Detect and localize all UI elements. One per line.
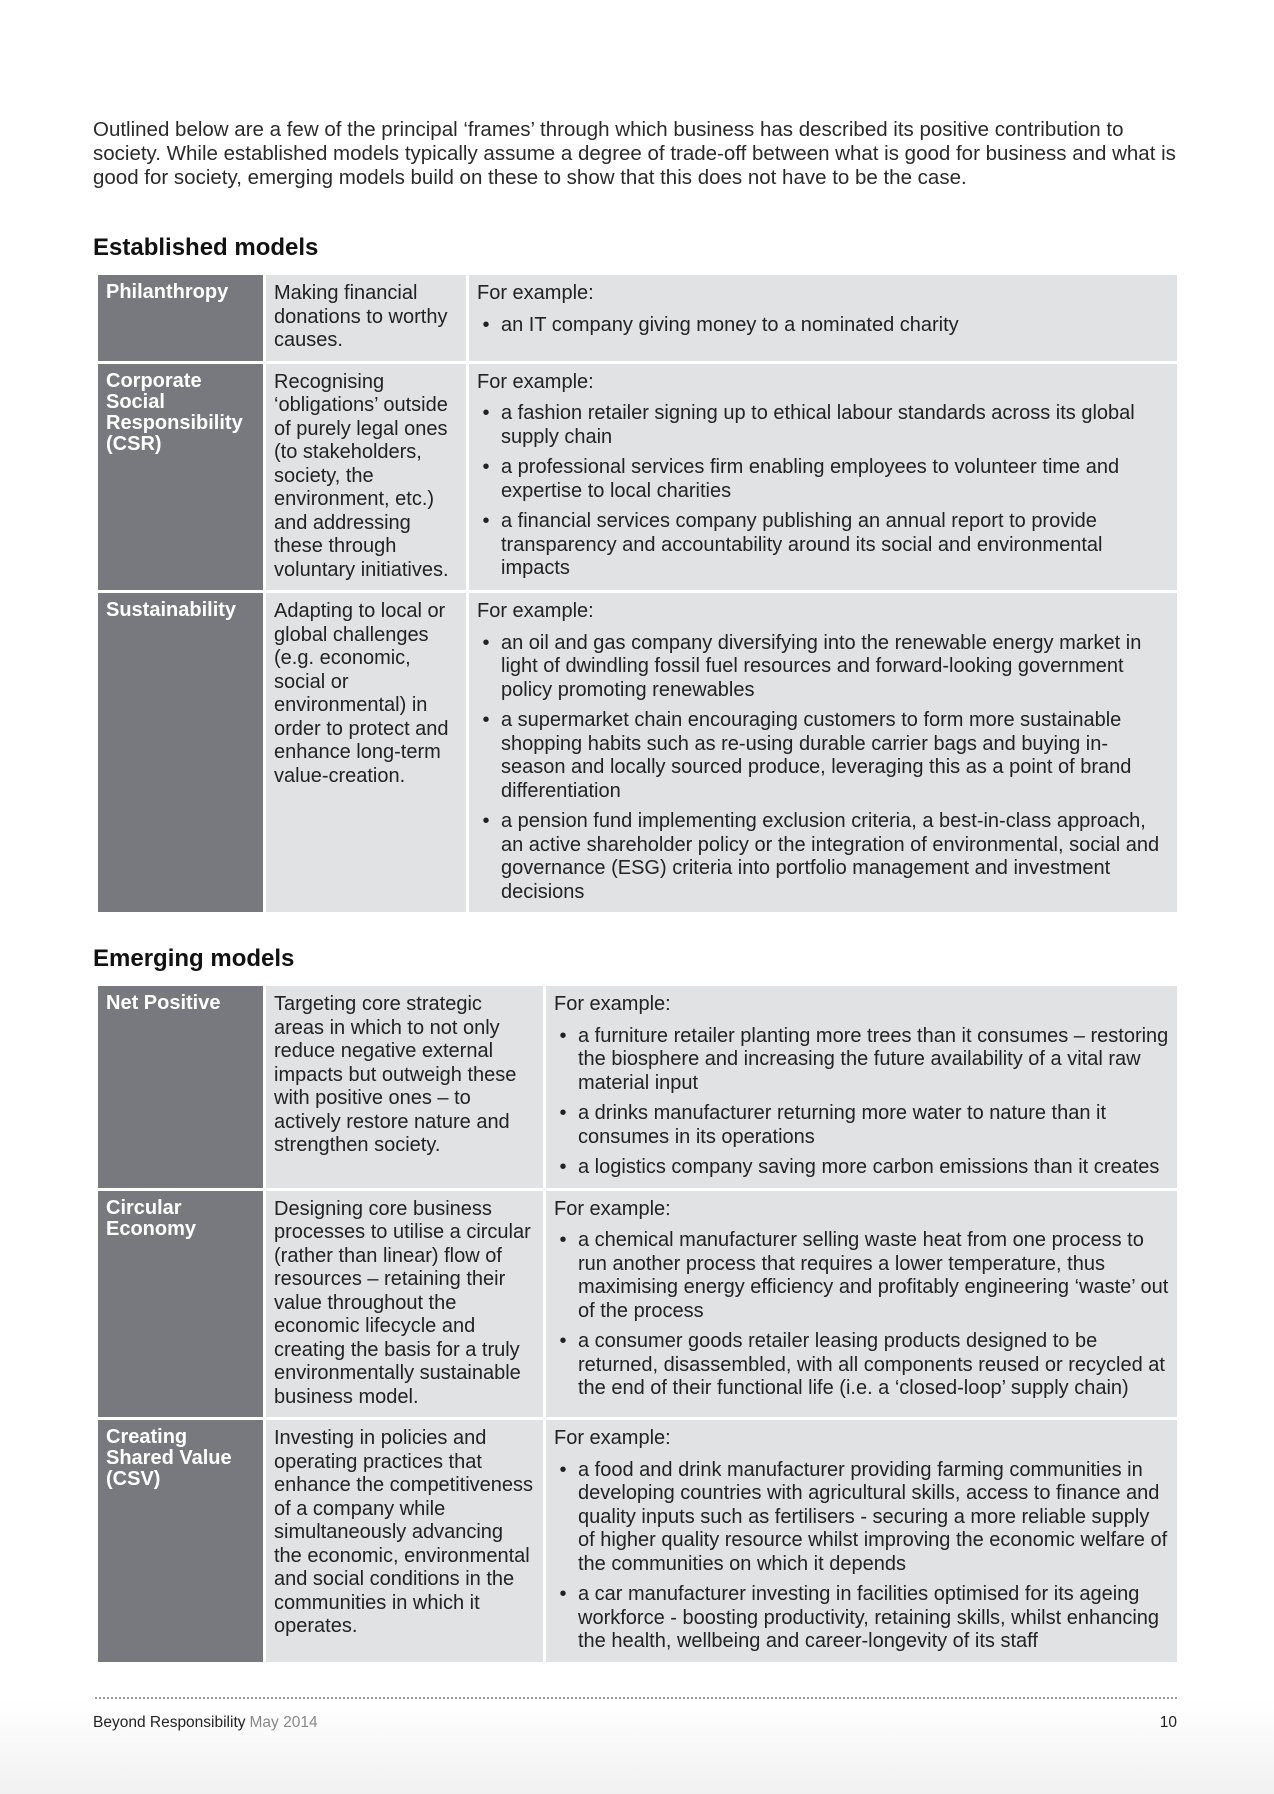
example-text: a pension fund implementing exclusion criteria, a best-in-class approach, an active shareholder policy or the integration of environmental, social and governance (ESG) criteria into portfolio management and investment decisions <box>501 810 1160 903</box>
example-item <box>477 709 1169 803</box>
emerging-model-row <box>97 1419 1179 1664</box>
bullet-icon: • <box>482 709 490 731</box>
model-description: Targeting core strategic areas in which to not only reduce negative external impacts but outweigh these with positive ones – to actively restore nature and strengthen society. <box>265 985 545 1190</box>
bullet-icon: • <box>482 402 490 424</box>
examples-label: For example: <box>554 993 671 1015</box>
model-name: Philanthropy <box>97 274 265 363</box>
established-model-row <box>97 274 1179 363</box>
example-text: an IT company giving money to a nominated charity <box>501 313 959 336</box>
examples-list <box>554 1459 1169 1654</box>
model-examples <box>468 362 1179 592</box>
example-item <box>554 1330 1169 1401</box>
examples-label: For example: <box>554 1427 671 1449</box>
examples-list <box>477 314 1169 338</box>
model-examples <box>468 592 1179 914</box>
footer-publication <box>93 1714 318 1732</box>
model-examples <box>545 1419 1179 1664</box>
established-model-row <box>97 592 1179 914</box>
footer-title: Beyond Responsibility <box>93 1714 246 1731</box>
model-description: Adapting to local or global challenges (e.g. economic, social or environmental) in order to protect and enhance long-term value-creation. <box>265 592 468 914</box>
example-text: a fashion retailer signing up to ethical labour standards across its global supply chain <box>501 402 1135 448</box>
established-models-table <box>95 272 1180 915</box>
examples-label: For example: <box>477 370 594 393</box>
examples-label: For example: <box>477 282 594 304</box>
established-model-row <box>97 362 1179 592</box>
bullet-icon: • <box>559 1229 567 1251</box>
example-text: a consumer goods retailer leasing products designed to be returned, disassembled, with all components reused or recycled at the end of their functional life (i.e. a ‘closed-loop’ supply chain) <box>578 1330 1165 1399</box>
bullet-icon: • <box>559 1156 567 1178</box>
bullet-icon: • <box>482 510 490 532</box>
page-number: 10 <box>1159 1714 1177 1731</box>
model-name: Circular Economy <box>97 1189 265 1419</box>
example-text: a chemical manufacturer selling waste heat from one process to run another process that requires a lower temperature, thus maximising energy efficiency and profitably engineering ‘waste’ out of the process <box>578 1229 1169 1322</box>
example-item <box>477 314 1169 338</box>
examples-list <box>477 632 1169 905</box>
bullet-icon: • <box>482 631 490 654</box>
example-item <box>554 1583 1169 1654</box>
examples-list <box>477 402 1169 581</box>
footer-divider <box>95 1697 1177 1699</box>
intro-paragraph: Outlined below are a few of the principal ‘frames’ through which business has described its positive contribution to society. While established models typically assume a degree of trade-off between what is good for business and what is good for society, emerging models build on these to show that this does not have to be the case. <box>93 118 1176 189</box>
example-item <box>477 510 1169 581</box>
footer-date: May 2014 <box>249 1714 318 1731</box>
model-description: Designing core business processes to utilise a circular (rather than linear) flow of resources – retaining their value throughout the economic lifecycle and creating the basis for a truly environmentally sustainable business model. <box>265 1189 545 1419</box>
examples-list <box>554 1229 1169 1401</box>
examples-label: For example: <box>554 1197 671 1220</box>
bullet-icon: • <box>482 810 490 832</box>
example-item <box>554 1025 1169 1096</box>
emerging-models-heading: Emerging models <box>93 945 295 972</box>
bullet-icon: • <box>559 1583 567 1605</box>
examples-label: For example: <box>477 600 594 622</box>
example-item <box>477 456 1169 503</box>
bullet-icon: • <box>482 456 490 478</box>
example-text: a supermarket chain encouraging customers to form more sustainable shopping habits such as re-using durable carrier bags and buying in-season and locally sourced produce, leveraging this as a point of brand differentiation <box>501 709 1132 802</box>
example-item <box>477 402 1169 449</box>
example-text: a logistics company saving more carbon emissions than it creates <box>578 1156 1160 1178</box>
model-examples <box>545 985 1179 1190</box>
example-text: an oil and gas company diversifying into the renewable energy market in light of dwindling fossil fuel resources and forward-looking government policy promoting renewables <box>501 631 1142 701</box>
example-item <box>554 1459 1169 1577</box>
emerging-model-row <box>97 1189 1179 1419</box>
example-item <box>554 1229 1169 1323</box>
model-description: Making financial donations to worthy causes. <box>265 274 468 363</box>
bullet-icon: • <box>559 1458 567 1481</box>
model-name: Creating Shared Value (CSV) <box>97 1419 265 1664</box>
example-text: a food and drink manufacturer providing farming communities in developing countries with agricultural skills, access to finance and quality inputs such as fertilisers - securing a more reliable supply of higher quality resource whilst improving the economic welfare of the communities on which it depends <box>578 1458 1168 1575</box>
emerging-models-table <box>95 983 1180 1665</box>
bullet-icon: • <box>482 313 490 336</box>
model-description: Investing in policies and operating practices that enhance the competitiveness of a company while simultaneously advancing the economic, environmental and social conditions in the communities in which it operates. <box>265 1419 545 1664</box>
bullet-icon: • <box>559 1330 567 1352</box>
model-name: Sustainability <box>97 592 265 914</box>
example-item <box>554 1156 1169 1180</box>
bullet-icon: • <box>559 1024 567 1047</box>
established-models-heading: Established models <box>93 234 319 261</box>
example-text: a professional services firm enabling employees to volunteer time and expertise to local charities <box>501 456 1120 502</box>
example-item <box>554 1102 1169 1149</box>
model-name: Corporate Social Responsibility (CSR) <box>97 362 265 592</box>
emerging-model-row <box>97 985 1179 1190</box>
model-examples <box>468 274 1179 363</box>
examples-list <box>554 1025 1169 1180</box>
example-text: a furniture retailer planting more trees than it consumes – restoring the biosphere and increasing the future availability of a vital raw material input <box>578 1024 1169 1094</box>
model-description: Recognising ‘obligations’ outside of purely legal ones (to stakeholders, society, the environment, etc.) and addressing these through voluntary initiatives. <box>265 362 468 592</box>
bullet-icon: • <box>559 1102 567 1124</box>
example-text: a drinks manufacturer returning more water to nature than it consumes in its operations <box>578 1102 1107 1148</box>
model-name: Net Positive <box>97 985 265 1190</box>
model-examples <box>545 1189 1179 1419</box>
example-item <box>477 810 1169 904</box>
example-item <box>477 632 1169 703</box>
example-text: a car manufacturer investing in facilities optimised for its ageing workforce - boosting productivity, retaining skills, whilst enhancing the health, wellbeing and career-longevity of its staff <box>578 1583 1160 1652</box>
example-text: a financial services company publishing an annual report to provide transparency and accountability around its social and environmental impacts <box>501 510 1103 579</box>
